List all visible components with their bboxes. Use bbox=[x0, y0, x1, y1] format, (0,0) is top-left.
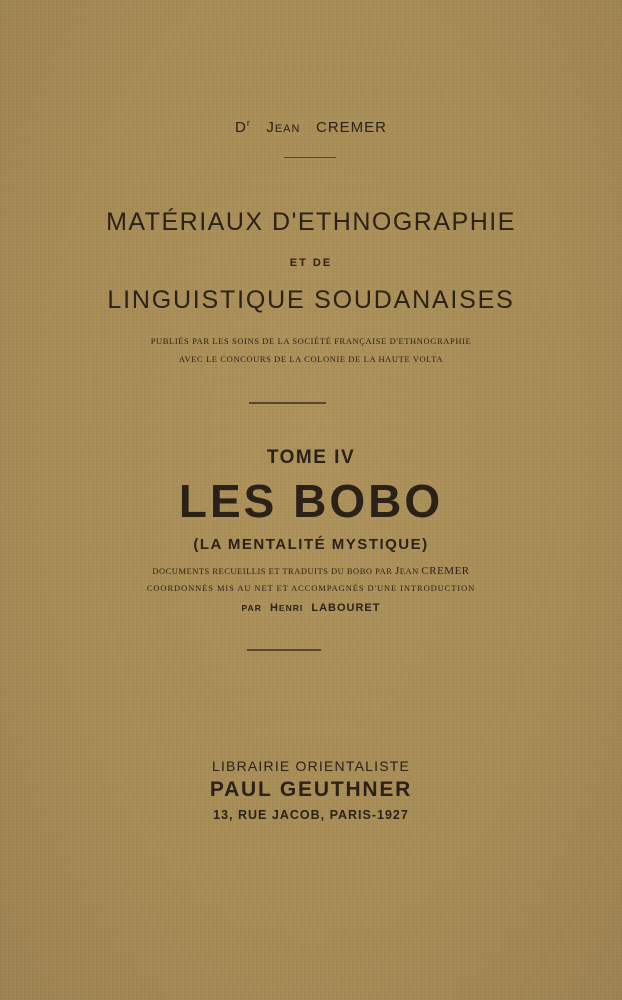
volume-number: TOME IV bbox=[266, 447, 356, 468]
divider-rule bbox=[247, 649, 321, 651]
publisher-name: PAUL GEUTHNER bbox=[209, 778, 413, 801]
publisher-line1: LIBRAIRIE ORIENTALISTE bbox=[211, 758, 411, 774]
publisher-note-line1: PUBLIÉS PAR LES SOINS DE LA SOCIÉTÉ FRANÇAISE D'ETHNOGRAPHIE bbox=[150, 336, 472, 346]
series-title-line2: LINGUISTIQUE SOUDANAISES bbox=[107, 286, 515, 314]
author-last-name: CREMER bbox=[315, 119, 387, 136]
credits-line1: DOCUMENTS RECUEILLIS ET TRADUITS DU BOBO PAR JEAN CREMER bbox=[152, 565, 470, 577]
author-prefix: $D^r$ bbox=[234, 118, 251, 136]
divider-rule bbox=[249, 402, 326, 404]
divider-rule bbox=[284, 157, 336, 158]
publisher-address: 13, RUE JACOB, PARIS-1927 bbox=[213, 808, 409, 822]
author-line bbox=[0, 118, 622, 136]
author-first-name: JEAN bbox=[266, 119, 301, 136]
series-title-conjunction: ET DE bbox=[289, 257, 333, 269]
series-title-line1: MATÉRIAUX D'ETHNOGRAPHIE bbox=[106, 208, 516, 236]
credits-line2: COORDONNÉS MIS AU NET ET ACCOMPAGNÉS D'UNE INTRODUCTION bbox=[146, 583, 476, 593]
credits-line3: PAR HENRI LABOURET bbox=[241, 602, 381, 614]
book-subtitle: (LA MENTALITÉ MYSTIQUE) bbox=[193, 536, 429, 553]
book-title: LES BOBO bbox=[178, 475, 444, 527]
publisher-note-line2: AVEC LE CONCOURS DE LA COLONIE DE LA HAUTE VOLTA bbox=[178, 354, 444, 364]
